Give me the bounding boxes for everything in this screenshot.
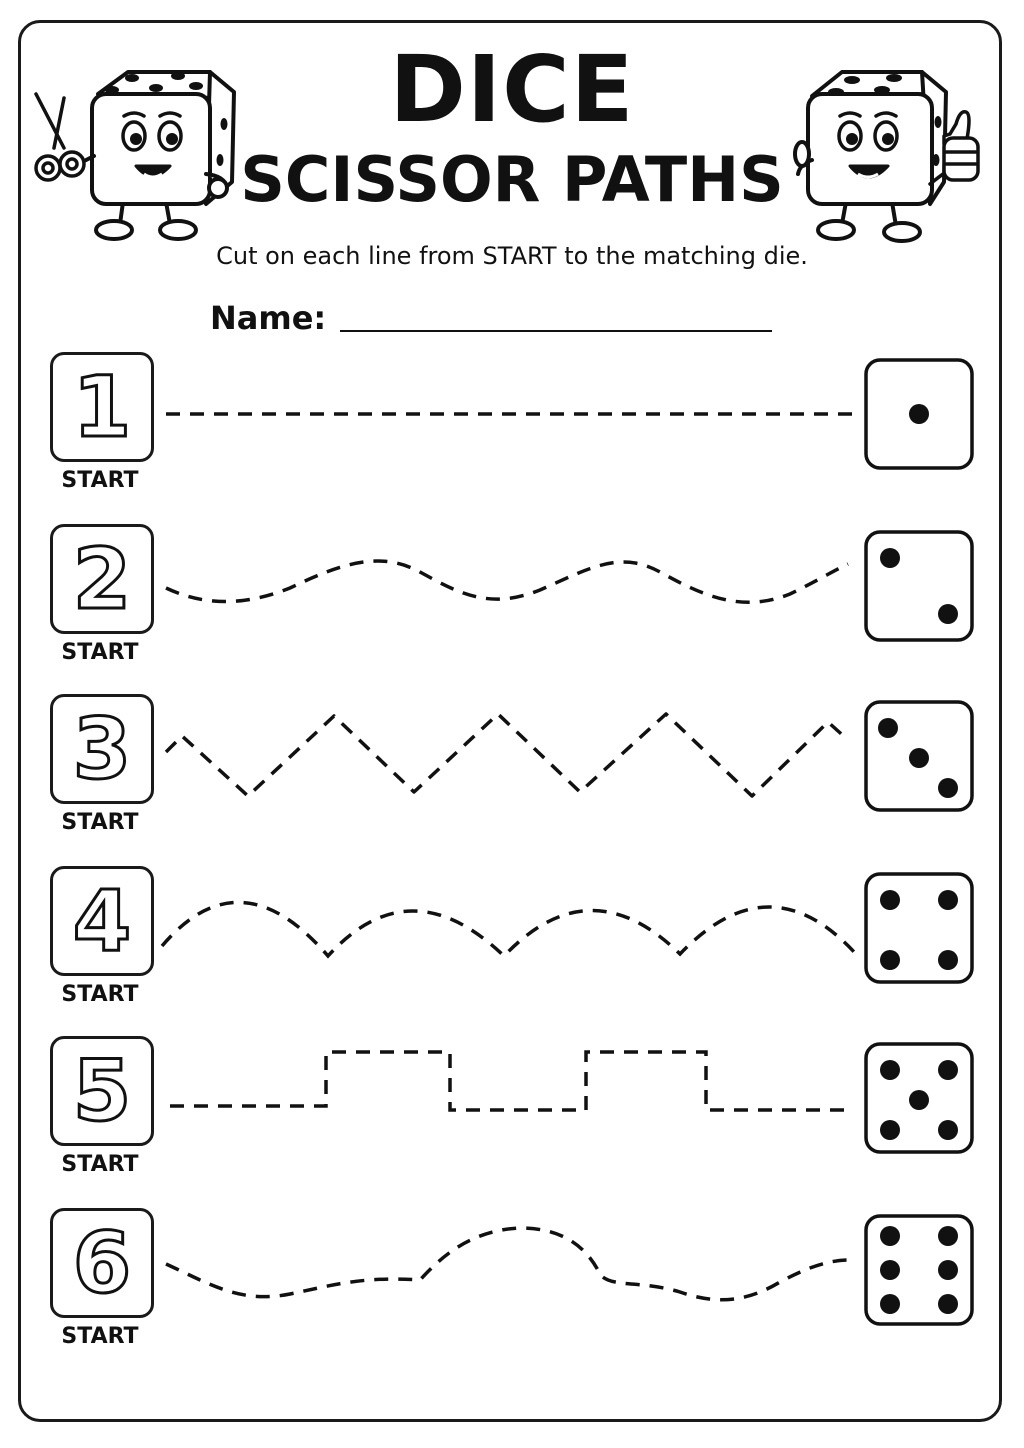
start-number: 5: [72, 1042, 132, 1140]
start-label: START: [61, 810, 139, 835]
die-pip: [938, 778, 958, 798]
start-label: START: [61, 640, 139, 665]
die-pip: [880, 890, 900, 910]
die-face: [864, 358, 974, 470]
die-pip: [938, 1120, 958, 1140]
name-write-line[interactable]: [340, 330, 772, 332]
path-row-5: [0, 1036, 1024, 1196]
instructions: Cut on each line from START to the matching die.: [216, 242, 808, 270]
start-number: 2: [72, 530, 132, 628]
start-number: 6: [72, 1214, 132, 1312]
die-pip: [880, 950, 900, 970]
die-face: [864, 1214, 974, 1326]
die-face: [864, 1042, 974, 1154]
die-outline: [866, 532, 972, 640]
path-row-6: [0, 1208, 1024, 1368]
die-face: [864, 700, 974, 812]
die-pip: [880, 548, 900, 568]
die-face: [864, 872, 974, 984]
die-pip: [938, 604, 958, 624]
die-pip: [938, 1060, 958, 1080]
die-pip: [909, 1090, 929, 1110]
die-pip: [938, 1294, 958, 1314]
die-pip: [938, 1260, 958, 1280]
start-label: START: [61, 1152, 139, 1177]
die-pip: [880, 1120, 900, 1140]
start-label: START: [61, 1324, 139, 1349]
die-pip: [878, 718, 898, 738]
path-row-4: [0, 866, 1024, 1026]
path-row-1: [0, 352, 1024, 512]
page-subtitle: SCISSOR PATHS: [240, 143, 784, 216]
page-title: DICE: [389, 36, 635, 143]
die-pip: [880, 1260, 900, 1280]
start-label: START: [61, 468, 139, 493]
start-number: 4: [72, 872, 132, 970]
start-label: START: [61, 982, 139, 1007]
path-row-2: [0, 524, 1024, 684]
name-field[interactable]: [210, 298, 772, 338]
die-pip: [880, 1226, 900, 1246]
die-pip: [938, 1226, 958, 1246]
start-number: 3: [72, 700, 132, 798]
die-pip: [938, 950, 958, 970]
die-pip: [938, 890, 958, 910]
die-pip: [880, 1294, 900, 1314]
die-pip: [909, 404, 929, 424]
die-pip: [880, 1060, 900, 1080]
die-pip: [909, 748, 929, 768]
die-face: [864, 530, 974, 642]
path-row-3: [0, 694, 1024, 854]
name-label: Name:: [210, 299, 327, 337]
start-number: 1: [72, 358, 132, 456]
